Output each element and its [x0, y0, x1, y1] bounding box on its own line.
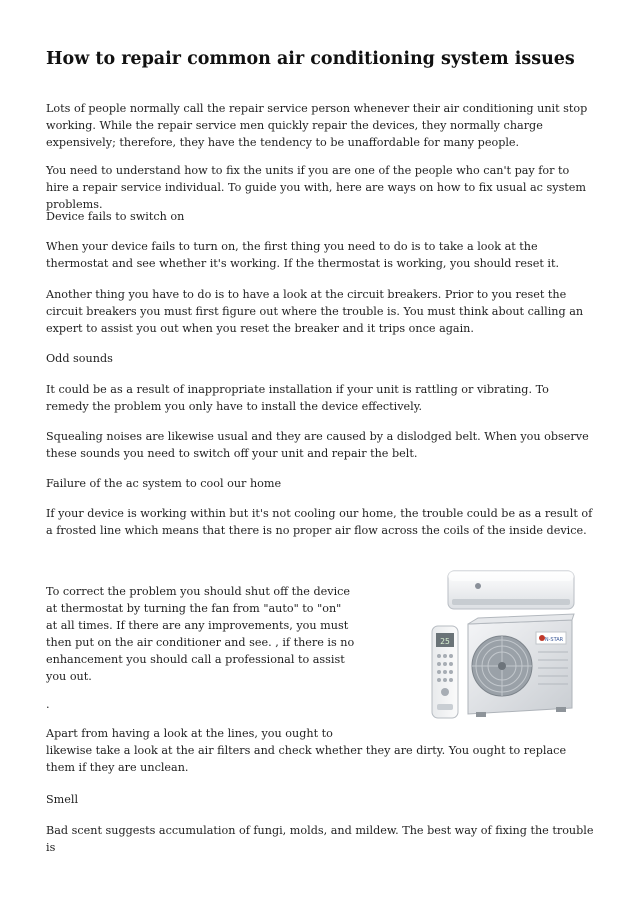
document-page [46, 48, 594, 854]
paragraph-intro: Lots of people normally call the repair service person whenever their air conditioning unit stop working. While the repair service men quickly repair the devices, they normally charge expensively; therefore, they have the tendency to be unaffordable for many people. [46, 102, 588, 149]
paragraph-guide: You need to understand how to fix the units if you are one of the people who can't pay for to hire a repair service individual. To guide you with, here are ways on how to fix usual ac system problems. [46, 164, 587, 211]
air-conditioner-illustration [376, 568, 576, 728]
heading-device-fails: Device fails to switch on [46, 210, 185, 223]
document-title: How to repair common air conditioning system issues [46, 49, 575, 69]
paragraph-air-filters: likewise take a look at the air filters and check whether they are dirty. You ought to replace them if they are unclean. [46, 744, 567, 774]
paragraph-thermostat: When your device fails to turn on, the first thing you need to do is to take a look at the thermostat and see whether it's working. If the thermostat is working, you should reset it. [46, 240, 560, 270]
remote-control [432, 626, 458, 718]
paragraph-bad-scent: Bad scent suggests accumulation of fungi, molds, and mildew. The best way of fixing the trouble is [46, 824, 594, 854]
brand-label: N-STAR [544, 637, 564, 643]
outdoor-unit [468, 614, 574, 717]
paragraph-lines-check: Apart from having a look at the lines, you ought to [46, 727, 333, 740]
indoor-unit [448, 571, 574, 609]
paragraph-squealing: Squealing noises are likewise usual and they are caused by a dislodged belt. When you observe these sounds you need to switch off your unit and repair the belt. [46, 430, 589, 460]
heading-smell: Smell [46, 793, 79, 806]
paragraph-dot: . [46, 698, 50, 711]
air-conditioner-image [376, 568, 576, 728]
paragraph-correct-problem: To correct the problem you should shut off the device at thermostat by turning the fan from "auto" to "on" at all times. If there are any improvements, you must then put on the air conditioner and see. , if there is no enhancement you should call a professional to assist you out. [46, 585, 355, 683]
heading-odd-sounds: Odd sounds [46, 352, 113, 365]
paragraph-frosted-line: If your device is working within but it's not cooling our home, the trouble could be as a result of a frosted line which means that there is no proper air flow across the coils of the inside device. [46, 507, 593, 537]
paragraph-breakers: Another thing you have to do is to have a look at the circuit breakers. Prior to you reset the circuit breakers you must first figure out where the trouble is. You must think about calling an expert to assist you out when you reset the breaker and it trips once again. [46, 288, 584, 335]
heading-cooling-failure: Failure of the ac system to cool our home [46, 477, 282, 490]
remote-display: 25 [440, 637, 450, 646]
paragraph-rattling: It could be as a result of inappropriate installation if your unit is rattling or vibrating. To remedy the problem you only have to install the device effectively. [46, 383, 549, 413]
